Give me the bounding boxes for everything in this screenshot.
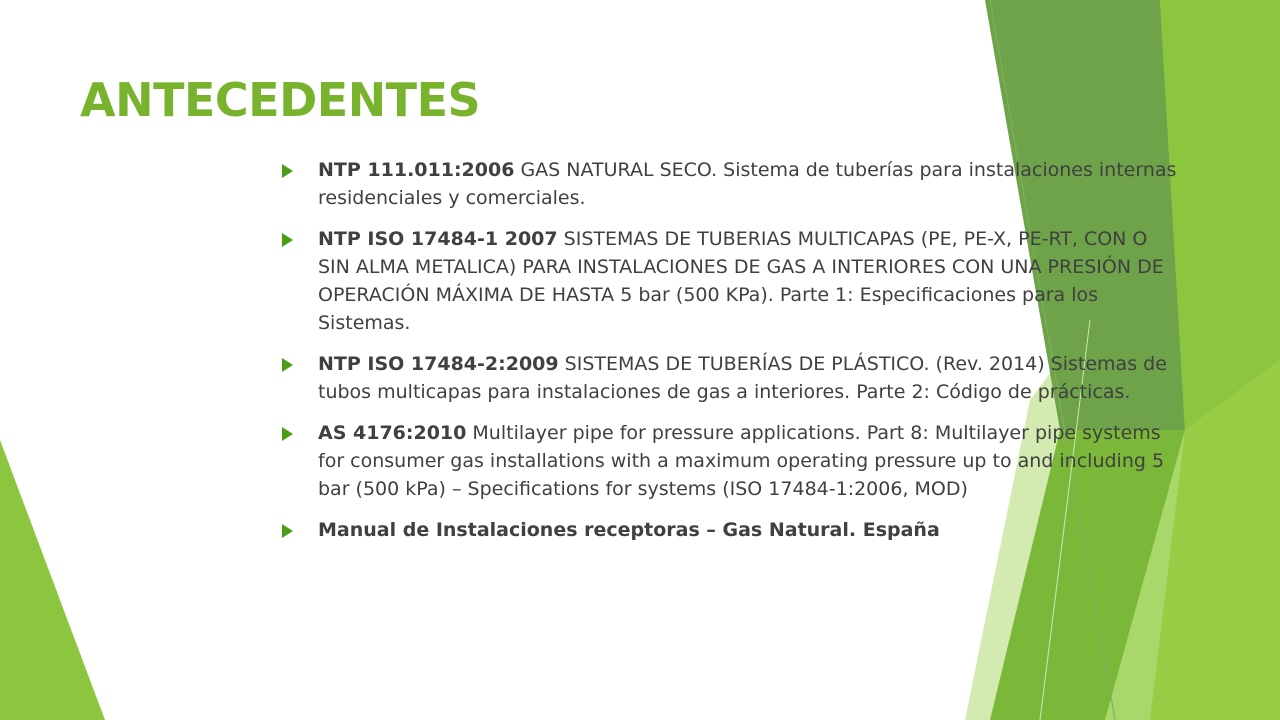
bullet-arrow-icon — [282, 233, 293, 247]
bullet-code: NTP 111.011:2006 — [318, 159, 515, 181]
bullet-code: NTP ISO 17484-1 2007 — [318, 228, 558, 250]
bullet-item-ntp-iso-17484-1 — [282, 225, 1182, 337]
slide-title: ANTECEDENTES — [80, 73, 481, 127]
bullet-item-manual — [282, 516, 1182, 544]
bullet-item-ntp-111 — [282, 156, 1182, 212]
bullet-code: Manual de Instalaciones receptoras – Gas Natural. España — [318, 519, 940, 541]
bullet-arrow-icon — [282, 358, 293, 372]
left-facet — [0, 440, 105, 720]
bullet-text: GAS NATURAL SECO. Sistema de tuberías para instalaciones internas residenciales y comerciales. — [318, 159, 1177, 209]
bullet-text: SISTEMAS DE TUBERÍAS DE PLÁSTICO. (Rev. 2014) Sistemas de tubos multicapas para instalaciones de gas a interiores. Parte 2: Código de prácticas. — [318, 353, 1167, 403]
bullet-code: NTP ISO 17484-2:2009 — [318, 353, 559, 375]
bullet-arrow-icon — [282, 427, 293, 441]
bullet-item-ntp-iso-17484-2 — [282, 350, 1182, 406]
bullet-text: Multilayer pipe for pressure applications. Part 8: Multilayer pipe systems for consumer gas installations with a maximum operating pressure up to and including 5 bar (500 kPa) – Specifications for systems (ISO 17484-1:2006, MOD) — [318, 422, 1165, 500]
bullet-arrow-icon — [282, 524, 293, 538]
bullet-list — [282, 156, 1182, 557]
bullet-item-as-4176 — [282, 419, 1182, 503]
bullet-code: AS 4176:2010 — [318, 422, 467, 444]
bullet-arrow-icon — [282, 164, 293, 178]
bullet-text: SISTEMAS DE TUBERIAS MULTICAPAS (PE, PE-X, PE-RT, CON O SIN ALMA METALICA) PARA INSTALACIONES DE GAS A INTERIORES CON UNA PRESIÓN DE OPERACIÓN MÁXIMA DE HASTA 5 bar (500 KPa). Parte 1: Especificaciones para los Sistemas. — [318, 228, 1164, 334]
